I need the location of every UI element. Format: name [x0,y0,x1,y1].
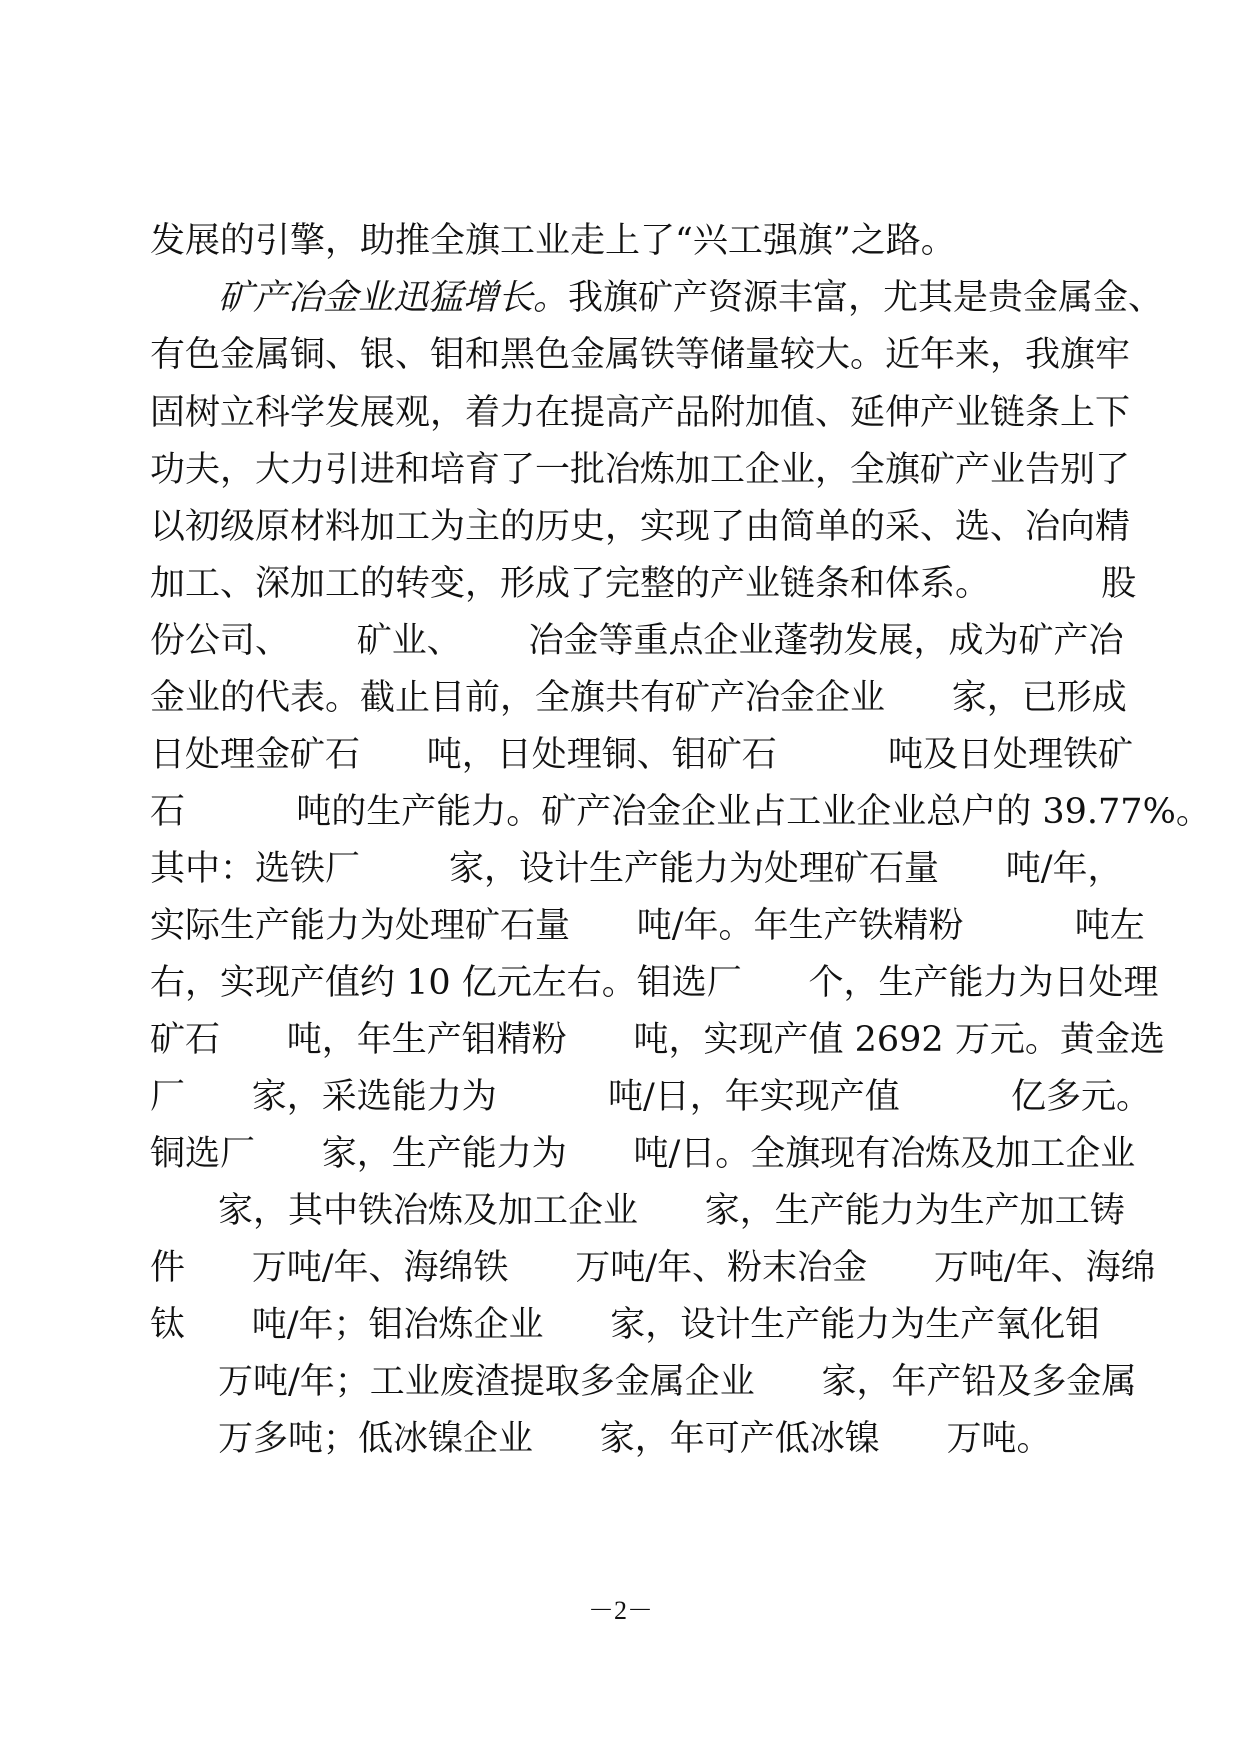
text-line-9: 金业的代表。截止目前，全旗共有矿产冶金企业 家，已形成 [150,678,1127,718]
text-line-21: 万吨/年；工业废渣提取多金属企业 家，年产铅及多金属 [218,1362,1137,1402]
text-line-20: 钛 吨/年；钼冶炼企业 家，设计生产能力为生产氧化钼 [150,1305,1101,1345]
text-line-10: 日处理金矿石 吨，日处理铜、钼矿石 吨及日处理铁矿 [150,735,1134,775]
text-line-2-body: 我旗矿产资源丰富，尤其是贵金属金、 [568,278,1164,318]
text-line-3: 有色金属铜、银、钼和黑色金属铁等储量较大。近年来，我旗牢 [150,335,1131,375]
text-line-16: 厂 家，采选能力为 吨/日，年实现产值 亿多元。 [150,1077,1152,1117]
text-line-12: 其中：选铁厂 家，设计生产能力为处理矿石量 吨/年， [150,849,1123,889]
text-line-14: 右，实现产值约 10 亿元左右。钼选厂 个，生产能力为日处理 [150,963,1159,1003]
text-line-6: 以初级原材料加工为主的历史，实现了由简单的采、选、冶向精 [150,507,1131,547]
text-line-13: 实际生产能力为处理矿石量 吨/年。年生产铁精粉 吨左 [150,906,1145,946]
page-number: －2－ [587,1596,653,1625]
text-line-7: 加工、深加工的转变，形成了完整的产业链条和体系。 股 [150,564,1137,604]
text-line-8: 份公司、 矿业、 冶金等重点企业蓬勃发展，成为矿产冶 [150,621,1124,661]
text-line-1: 发展的引擎，助推全旗工业走上了“兴工强旗”之路。 [150,221,956,261]
text-line-11: 石 吨的生产能力。矿产冶金企业占工业企业总户的 39.77%。 [150,792,1211,832]
text-line-22: 万多吨；低冰镍企业 家，年可产低冰镍 万吨。 [218,1419,1052,1459]
text-line-2 [218,268,1164,328]
text-line-18: 家，其中铁冶炼及加工企业 家，生产能力为生产加工铸 [218,1191,1125,1231]
text-line-5: 功夫，大力引进和培育了一批冶炼加工企业，全旗矿产业告别了 [150,450,1131,490]
text-line-17: 铜选厂 家，生产能力为 吨/日。全旗现有冶炼及加工企业 [150,1134,1136,1174]
text-line-15: 矿石 吨，年生产钼精粉 吨，实现产值 2692 万元。黄金选 [150,1020,1165,1060]
text-line-19: 件 万吨/年、海绵铁 万吨/年、粉末冶金 万吨/年、海绵 [150,1248,1156,1288]
section-heading: 矿产冶金业迅猛增长。 [218,278,569,318]
text-line-4: 固树立科学发展观，着力在提高产品附加值、延伸产业链条上下 [150,393,1131,433]
